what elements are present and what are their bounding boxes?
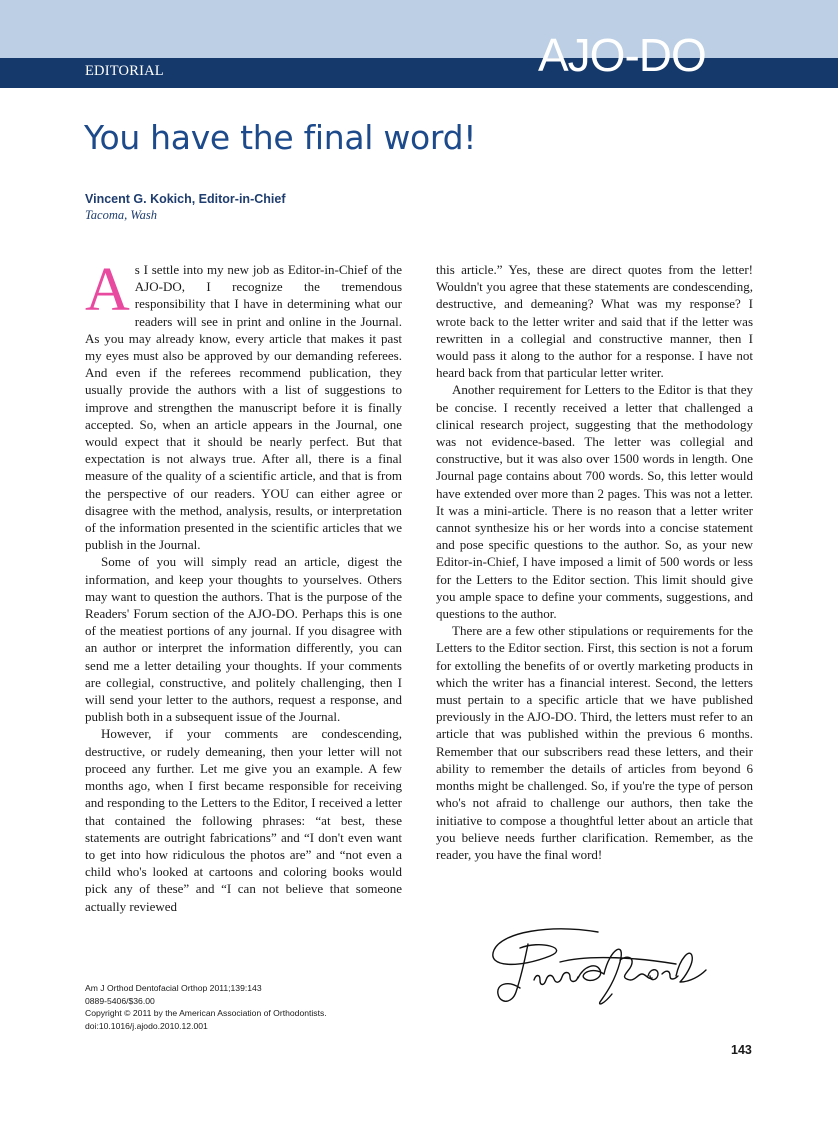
section-label: EDITORIAL (85, 63, 164, 79)
paragraph-4: Another requirement for Letters to the Editor is that they be concise. I recently received a letter that challenged a clinical research project, suggesting that the methodology was not evidence-based. The letter was collegial and constructive, but it was also over 1500 words in length. One Journal page contains about 700 words. So, this letter would have extended over more than 2 pages. This was not a letter. It was a mini-article. There is no reason that a letter writer cannot synthesize his or her words into a concise statement and pose specific questions to the author. So, as your new Editor-in-Chief, I have imposed a limit of 500 words or less for the Letters to the Editor section. This limit should give you ample space to define your comments, suggestions, and questions to the author. (436, 382, 753, 622)
article-title: You have the final word! (84, 118, 477, 157)
paragraph-1 (85, 256, 402, 553)
right-column (436, 261, 753, 863)
page-number: 143 (731, 1043, 752, 1057)
paragraph-1-text: s I settle into my new job as Editor-in-Chief of the AJO-DO, I recognize the tremendous responsibility that I have in determining what our readers will see in print and online in the Journal. As you may already know, every article that makes it past my eyes must also be approved by our demanding referees. And even if the referees recommend publication, they usually provide the authors with a list of suggestions to improve and strengthen the manuscript before it is finally accepted. So, when an article appears in the Journal, one would expect that it should be nearly perfect. But that expectation is not always true. After all, there is a final measure of the quality of a scientific article, and that is from the perspective of our readers. YOU can either agree or disagree with the method, analysis, results, or interpretation of the information presented in the scientific articles that we publish in the Journal. (85, 262, 402, 553)
author-name: Vincent G. Kokich, Editor-in-Chief (85, 192, 286, 206)
paragraph-2: Some of you will simply read an article, digest the information, and keep your thoughts to yourselves. Others may want to question the authors. That is the purpose of the Readers' Forum section of the AJO-DO. Perhaps this is one of the meatiest portions of any journal. If you disagree with an author or interpret the information differently, you can send me a letter detailing your thoughts. If your comments are collegial, constructive, and politely challenging, then I will send your letter to the authors, request a response, and publish both in a subsequent issue of the Journal. (85, 554, 402, 725)
paragraph-5: There are a few other stipulations or requirements for the Letters to the Editor section. First, this section is not a forum for extolling the benefits of or overtly marketing products in which the writer has a financial interest. Second, the letters must pertain to a specific article that we have published previously in the AJO-DO. Third, the letters must refer to an article that was published within the previous 6 months. Remember that our subscribers read these letters, and their ability to remember the details of articles from beyond 6 months might be challenged. So, if you're the type of person who's not afraid to challenge our authors, then take the initiative to compose a thoughtful letter about an article that you believe needs further clarification. Remember, as the reader, you have the final word! (436, 623, 753, 862)
left-column (85, 256, 402, 915)
editor-signature (480, 918, 712, 1018)
journal-logo: AJO-DO (538, 29, 706, 81)
author-location: Tacoma, Wash (85, 208, 158, 222)
footer-citation-block (85, 982, 327, 1032)
paragraph-3: However, if your comments are condescending, destructive, or rudely demeaning, then your letter will not proceed any further. Let me give you an example. A few months ago, when I first became responsible for receiving and responding to the Letters to the Editor, I received a letter that contained the following phrases: “at best, these statements are outright fabrications” and “I don't even want to get into how ridiculous the photos are” and “not even a child who's looked at cartoons and coloring books would pick any of these” and “I can not believe that someone actually reviewed (85, 726, 402, 914)
citation: Am J Orthod Dentofacial Orthop 2011;139:143 (85, 983, 262, 993)
copyright: Copyright © 2011 by the American Association of Orthodontists. (85, 1008, 327, 1019)
paragraph-3-continued: this article.” Yes, these are direct quotes from the letter! Wouldn't you agree that these statements are condescending, destructive, and demeaning? What was my response? I wrote back to the letter writer and said that if the letter was rewritten in a collegial and constructive manner, then I would pass it along to the author for a response. I have not heard back from that particular letter writer. (436, 262, 753, 381)
doi: doi:10.1016/j.ajodo.2010.12.001 (85, 1020, 208, 1031)
issn-price: 0889-5406/$36.00 (85, 995, 155, 1006)
header-band-light (0, 0, 838, 58)
drop-cap: A (85, 256, 130, 324)
